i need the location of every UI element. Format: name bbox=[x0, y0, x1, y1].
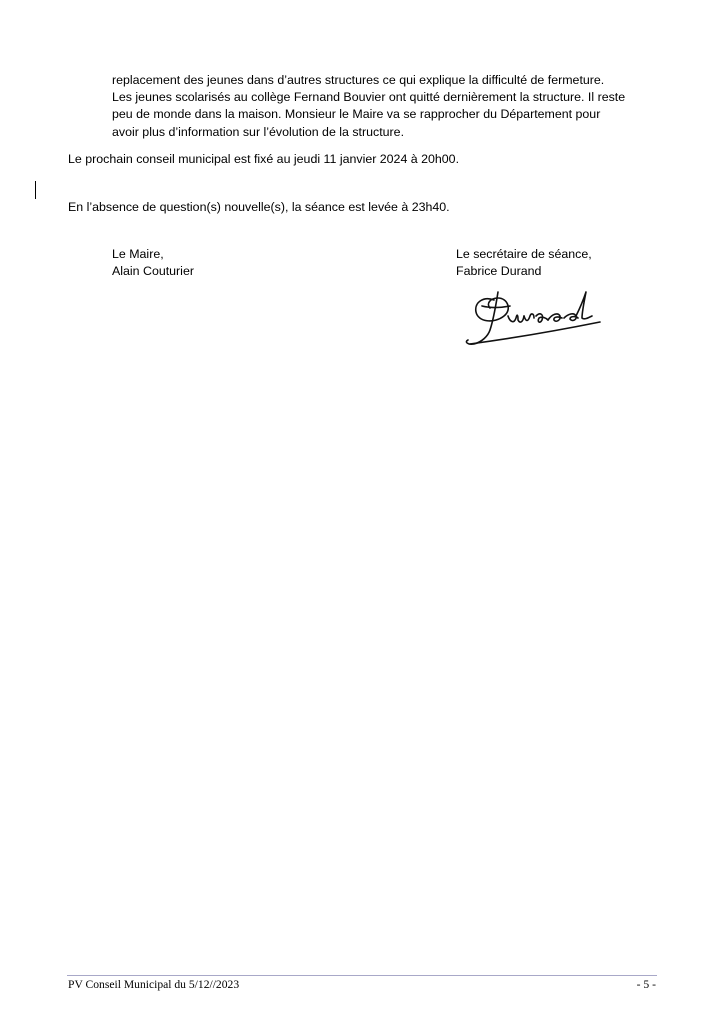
paragraph-line-3: peu de monde dans la maison. Monsieur le Maire va se rapprocher du Département pour bbox=[112, 107, 601, 122]
footer-page-number: - 5 - bbox=[636, 978, 656, 991]
paragraph-line-1: replacement des jeunes dans d’autres structures ce qui explique la difficulté de fermeture. bbox=[112, 73, 605, 87]
mayor-role: Le Maire, bbox=[112, 247, 164, 261]
paragraph-line-2: Les jeunes scolarisés au collège Fernand Bouvier ont quitté dernièrement la structure. Il reste bbox=[112, 90, 626, 105]
secretary-name: Fabrice Durand bbox=[456, 263, 542, 278]
secretary-signature-block bbox=[456, 246, 592, 279]
footer-document-title: PV Conseil Municipal du 5/12//2023 bbox=[68, 978, 240, 991]
next-council-date: Le prochain conseil municipal est fixé au jeudi 11 janvier 2024 à 20h00. bbox=[68, 152, 460, 166]
secretary-role: Le secrétaire de séance, bbox=[456, 247, 592, 261]
mayor-signature-block bbox=[112, 246, 194, 279]
revision-bar bbox=[35, 181, 36, 199]
structure-paragraph bbox=[112, 72, 655, 141]
paragraph-line-4: avoir plus d’information sur l’évolution de la structure. bbox=[112, 124, 405, 139]
footer-rule bbox=[67, 975, 657, 976]
mayor-name: Alain Couturier bbox=[112, 263, 194, 278]
handwritten-signature bbox=[460, 286, 606, 350]
closing-statement: En l’absence de question(s) nouvelle(s), la séance est levée à 23h40. bbox=[68, 200, 450, 214]
